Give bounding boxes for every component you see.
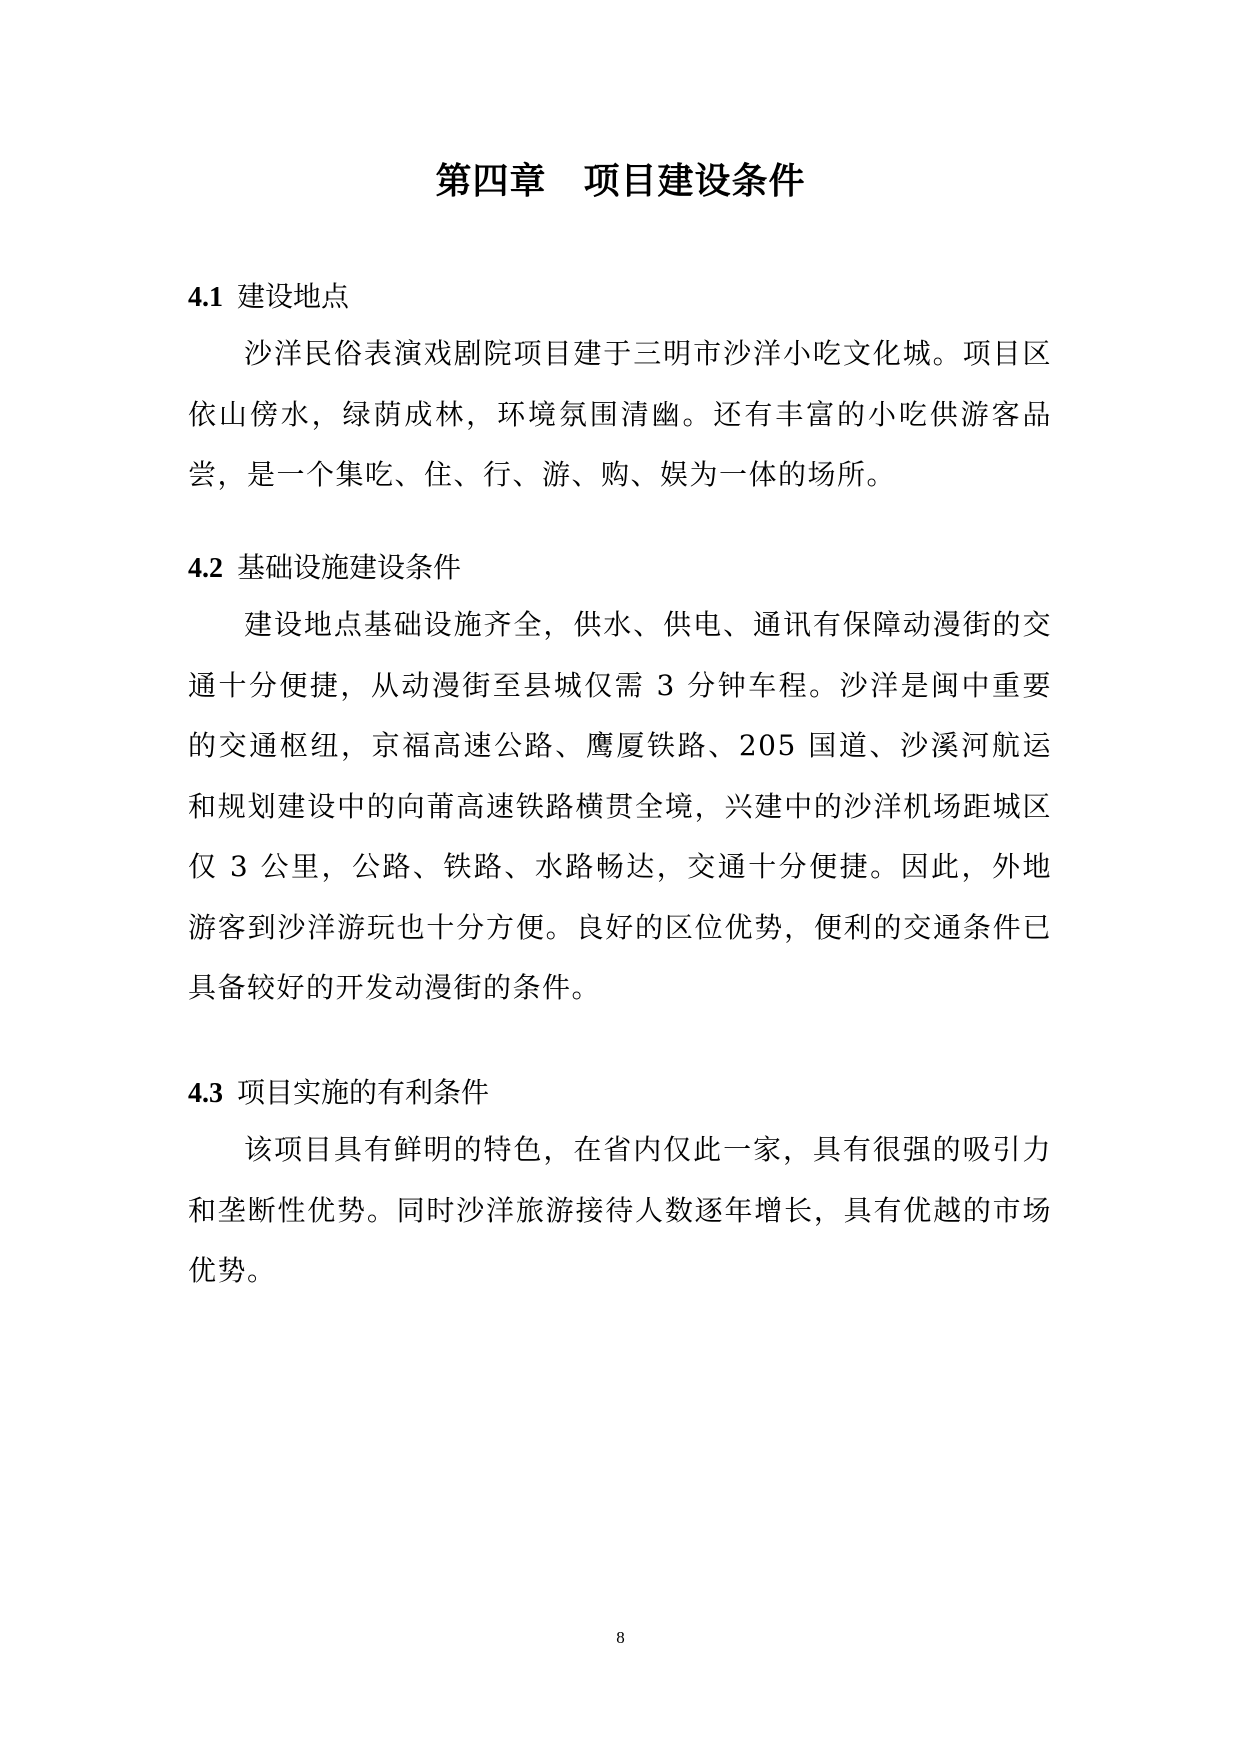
- section-number: 4.3: [188, 1078, 223, 1109]
- chapter-title: 第四章 项目建设条件: [435, 161, 806, 202]
- section-4-2: [188, 541, 1052, 1019]
- section-title: 建设地点: [237, 280, 350, 313]
- section-paragraph: 该项目具有鲜明的特色，在省内仅此一家，具有很强的吸引力和垄断性优势。同时沙洋旅游接待人数逐年增长，具有优越的市场优势。: [188, 1133, 1052, 1287]
- section-title: 基础设施建设条件: [237, 551, 462, 584]
- section-paragraph: 建设地点基础设施齐全，供水、供电、通讯有保障动漫街的交通十分便捷，从动漫街至县城仅需 3 分钟车程。沙洋是闽中重要的交通枢纽，京福高速公路、鹰厦铁路、205 国道、沙溪河航运和规划建设中的向莆高速铁路横贯全境，兴建中的沙洋机场距城区仅 3 公里，公路、铁路、水路畅达，交通十分便捷。因此，外地游客到沙洋游玩也十分方便。良好的区位优势，便利的交通条件已具备较好的开发动漫街的条件。: [188, 608, 1052, 1004]
- section-paragraph: 沙洋民俗表演戏剧院项目建于三明市沙洋小吃文化城。项目区依山傍水，绿荫成林，环境氛围清幽。还有丰富的小吃供游客品尝，是一个集吃、住、行、游、购、娱为一体的场所。: [188, 337, 1052, 491]
- page-number: 8: [616, 1628, 625, 1647]
- section-title: 项目实施的有利条件: [237, 1076, 490, 1109]
- section-number: 4.1: [188, 282, 223, 313]
- section-4-3: [188, 1066, 1052, 1302]
- section-heading: [188, 1066, 1052, 1120]
- section-4-1: [188, 270, 1052, 506]
- section-heading: [188, 270, 1052, 324]
- section-number: 4.2: [188, 553, 223, 584]
- section-heading: [188, 541, 1052, 595]
